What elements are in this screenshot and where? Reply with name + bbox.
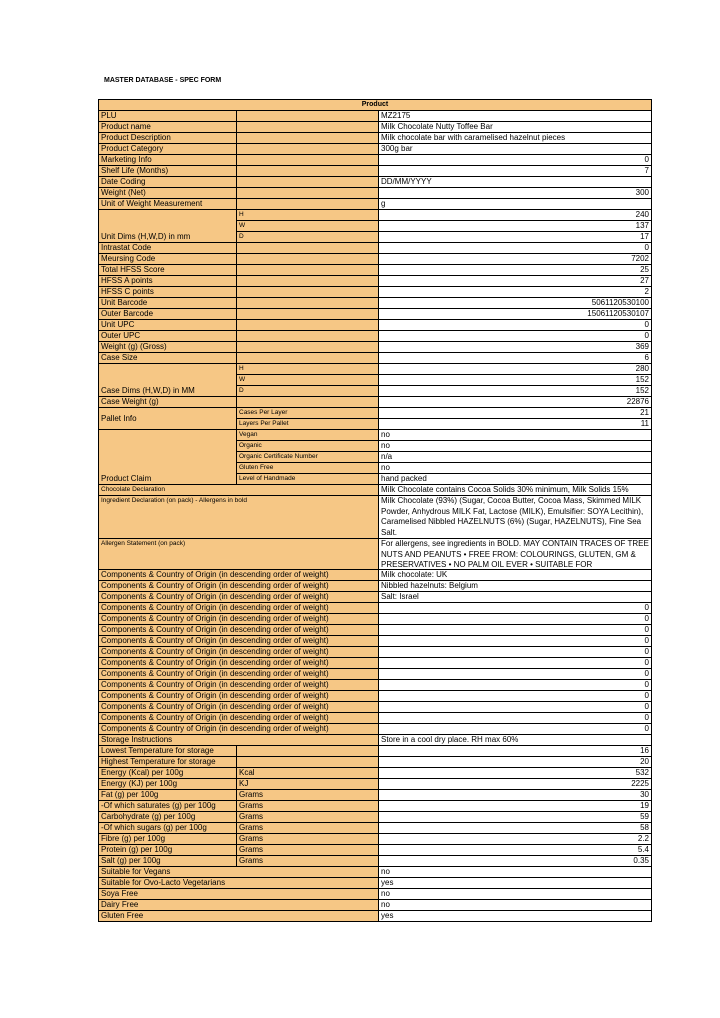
field-value: 27 <box>379 276 652 287</box>
table-row <box>99 243 652 254</box>
group-label: Unit Dims (H,W,D) in mm <box>99 210 237 243</box>
field-value: 11 <box>379 419 652 430</box>
field-sub-label <box>237 188 379 199</box>
field-label: Date Coding <box>99 177 237 188</box>
field-label: Components & Country of Origin (in descending order of weight) <box>99 581 379 592</box>
field-value: g <box>379 199 652 210</box>
field-label: Components & Country of Origin (in descending order of weight) <box>99 647 379 658</box>
field-value: 2 <box>379 287 652 298</box>
field-label: Carbohydrate (g) per 100g <box>99 812 237 823</box>
table-row <box>99 691 652 702</box>
field-value: 2.2 <box>379 834 652 845</box>
field-label: Product name <box>99 122 237 133</box>
field-value: 152 <box>379 386 652 397</box>
field-label: Gluten Free <box>99 911 379 922</box>
field-sub-label <box>237 144 379 155</box>
table-row <box>99 911 652 922</box>
table-row <box>99 133 652 144</box>
field-value: 0 <box>379 680 652 691</box>
table-row <box>99 658 652 669</box>
field-label: Components & Country of Origin (in descending order of weight) <box>99 636 379 647</box>
field-sub-label <box>237 155 379 166</box>
table-row <box>99 856 652 867</box>
field-label: Outer Barcode <box>99 309 237 320</box>
group-sub-label: H <box>237 364 379 375</box>
unit-label: Grams <box>237 812 379 823</box>
table-row <box>99 320 652 331</box>
unit-label: Grams <box>237 856 379 867</box>
field-value: 0 <box>379 331 652 342</box>
table-row <box>99 878 652 889</box>
field-value: 5.4 <box>379 845 652 856</box>
field-label: Weight (Net) <box>99 188 237 199</box>
field-label: Allergen Statement (on pack) <box>99 539 379 570</box>
table-row <box>99 834 652 845</box>
field-label: Components & Country of Origin (in descending order of weight) <box>99 680 379 691</box>
table-row <box>99 254 652 265</box>
field-value: 0 <box>379 724 652 735</box>
field-label: Fibre (g) per 100g <box>99 834 237 845</box>
field-label: Components & Country of Origin (in descending order of weight) <box>99 702 379 713</box>
field-label: Outer UPC <box>99 331 237 342</box>
field-label: Components & Country of Origin (in descending order of weight) <box>99 592 379 603</box>
field-value: 22876 <box>379 397 652 408</box>
table-row <box>99 298 652 309</box>
field-value: Store in a cool dry place. RH max 60% <box>379 735 652 746</box>
field-value: 0 <box>379 243 652 254</box>
table-row <box>99 680 652 691</box>
table-row <box>99 757 652 768</box>
table-row <box>99 188 652 199</box>
field-value: 30 <box>379 790 652 801</box>
field-value: 0 <box>379 713 652 724</box>
table-row <box>99 845 652 856</box>
unit-label: Grams <box>237 823 379 834</box>
table-row <box>99 614 652 625</box>
field-label: Ingredient Declaration (on pack) - Allergens in bold <box>99 496 379 539</box>
table-row <box>99 592 652 603</box>
spec-form-table <box>98 99 652 922</box>
group-sub-label: H <box>237 210 379 221</box>
table-row <box>99 122 652 133</box>
field-sub-label <box>237 342 379 353</box>
field-value: 6 <box>379 353 652 364</box>
field-value: 16 <box>379 746 652 757</box>
table-row <box>99 823 652 834</box>
field-label: PLU <box>99 111 237 122</box>
field-value: 0 <box>379 603 652 614</box>
field-label: -Of which saturates (g) per 100g <box>99 801 237 812</box>
field-sub-label <box>237 265 379 276</box>
field-value: 0 <box>379 614 652 625</box>
table-row <box>99 342 652 353</box>
field-sub-label <box>237 133 379 144</box>
field-value: Nibbled hazelnuts: Belgium <box>379 581 652 592</box>
field-sub-label <box>237 276 379 287</box>
field-label: Meursing Code <box>99 254 237 265</box>
field-sub-label <box>237 166 379 177</box>
table-row <box>99 889 652 900</box>
field-value: 5061120530100 <box>379 298 652 309</box>
table-row <box>99 353 652 364</box>
field-label: Marketing Info <box>99 155 237 166</box>
table-row <box>99 408 652 419</box>
group-label: Case Dims (H,W,D) in MM <box>99 364 237 397</box>
spec-form-body <box>99 100 652 922</box>
table-row <box>99 144 652 155</box>
field-value: 25 <box>379 265 652 276</box>
table-row <box>99 636 652 647</box>
field-value: Milk Chocolate Nutty Toffee Bar <box>379 122 652 133</box>
table-row <box>99 779 652 790</box>
table-row <box>99 210 652 221</box>
field-value: 300 <box>379 188 652 199</box>
field-label: Product Description <box>99 133 237 144</box>
unit-label: Grams <box>237 801 379 812</box>
field-value: yes <box>379 911 652 922</box>
field-value: 0 <box>379 320 652 331</box>
table-row <box>99 287 652 298</box>
field-label: Lowest Temperature for storage <box>99 746 237 757</box>
group-sub-label: Gluten Free <box>237 463 379 474</box>
field-value: 58 <box>379 823 652 834</box>
table-row <box>99 702 652 713</box>
field-label: Components & Country of Origin (in descending order of weight) <box>99 658 379 669</box>
field-value: 280 <box>379 364 652 375</box>
field-label: Protein (g) per 100g <box>99 845 237 856</box>
field-label: Suitable for Ovo-Lacto Vegetarians <box>99 878 379 889</box>
table-row <box>99 647 652 658</box>
field-value: Milk Chocolate contains Cocoa Solids 30% minimum, Milk Solids 15% <box>379 485 652 496</box>
table-row <box>99 155 652 166</box>
field-value: 7 <box>379 166 652 177</box>
table-row <box>99 570 652 581</box>
unit-label: Kcal <box>237 768 379 779</box>
group-label: Pallet Info <box>99 408 237 430</box>
field-value: 300g bar <box>379 144 652 155</box>
group-sub-label: Organic Certificate Number <box>237 452 379 463</box>
field-value: 152 <box>379 375 652 386</box>
field-value: 2225 <box>379 779 652 790</box>
group-sub-label: Level of Handmade <box>237 474 379 485</box>
field-value: no <box>379 889 652 900</box>
allergen-text: For allergens, see ingredients in BOLD. MAY CONTAIN TRACES OF TREE NUTS AND PEANUTS • FREE FROM: COLOURINGS, GLUTEN, GM & PRESERVATIVES • NO PALM OIL EVER • SUITABLE FOR <box>381 539 649 569</box>
table-row <box>99 496 652 539</box>
field-value: yes <box>379 878 652 889</box>
field-label: Components & Country of Origin (in descending order of weight) <box>99 570 379 581</box>
table-row <box>99 790 652 801</box>
field-label: Fat (g) per 100g <box>99 790 237 801</box>
field-value: 17 <box>379 232 652 243</box>
group-sub-label: Cases Per Layer <box>237 408 379 419</box>
field-value: 0 <box>379 625 652 636</box>
table-row <box>99 735 652 746</box>
field-label: HFSS C points <box>99 287 237 298</box>
table-row <box>99 746 652 757</box>
field-label: Soya Free <box>99 889 379 900</box>
field-value: 137 <box>379 221 652 232</box>
field-label: HFSS A points <box>99 276 237 287</box>
field-sub-label <box>237 309 379 320</box>
field-value: MZ2175 <box>379 111 652 122</box>
group-sub-label: D <box>237 386 379 397</box>
unit-label: Grams <box>237 845 379 856</box>
field-value: 240 <box>379 210 652 221</box>
field-label: Shelf Life (Months) <box>99 166 237 177</box>
group-sub-label: W <box>237 221 379 232</box>
field-label: Weight (g) (Gross) <box>99 342 237 353</box>
table-row <box>99 397 652 408</box>
field-value: no <box>379 463 652 474</box>
field-label: Case Size <box>99 353 237 364</box>
field-label: Salt (g) per 100g <box>99 856 237 867</box>
table-row <box>99 276 652 287</box>
field-value: Milk chocolate bar with caramelised hazelnut pieces <box>379 133 652 144</box>
section-header-row <box>99 100 652 111</box>
field-value: Salt: Israel <box>379 592 652 603</box>
field-sub-label <box>237 397 379 408</box>
field-value: no <box>379 867 652 878</box>
table-row <box>99 713 652 724</box>
section-header: Product <box>99 100 652 111</box>
group-sub-label: Layers Per Pallet <box>237 419 379 430</box>
field-value: 59 <box>379 812 652 823</box>
table-row <box>99 900 652 911</box>
field-sub-label <box>237 353 379 364</box>
field-value: 532 <box>379 768 652 779</box>
field-value: 0 <box>379 691 652 702</box>
field-value: no <box>379 900 652 911</box>
field-value: 369 <box>379 342 652 353</box>
unit-label: KJ <box>237 779 379 790</box>
group-label: Product Claim <box>99 430 237 485</box>
field-value: 0 <box>379 702 652 713</box>
field-label: Unit Barcode <box>99 298 237 309</box>
field-label: Energy (Kcal) per 100g <box>99 768 237 779</box>
table-row <box>99 331 652 342</box>
field-sub-label <box>237 746 379 757</box>
field-label: Storage Instructions <box>99 735 379 746</box>
field-label: Highest Temperature for storage <box>99 757 237 768</box>
table-row <box>99 669 652 680</box>
ingredient-text: Milk Chocolate (93%) (Sugar, Cocoa Butter, Cocoa Mass, Skimmed MILK Powder, Anhydrous MILK Fat, Lactose (MILK), Emulsifier: SOYA Lecithin), Caramelised Nibbled HAZELNUTS (6%) (Sugar, HAZELNUTS), Fine Sea Salt. <box>379 496 652 539</box>
group-sub-label: W <box>237 375 379 386</box>
field-sub-label <box>237 254 379 265</box>
field-label: Unit of Weight Measurement <box>99 199 237 210</box>
field-label: Total HFSS Score <box>99 265 237 276</box>
field-sub-label <box>237 298 379 309</box>
field-value: 20 <box>379 757 652 768</box>
group-sub-label: Vegan <box>237 430 379 441</box>
field-sub-label <box>237 757 379 768</box>
table-row <box>99 430 652 441</box>
table-row <box>99 364 652 375</box>
field-sub-label <box>237 177 379 188</box>
form-title: MASTER DATABASE - SPEC FORM <box>104 77 222 84</box>
field-sub-label <box>237 331 379 342</box>
field-value: 7202 <box>379 254 652 265</box>
field-value: n/a <box>379 452 652 463</box>
field-sub-label <box>237 199 379 210</box>
group-sub-label: D <box>237 232 379 243</box>
group-sub-label: Organic <box>237 441 379 452</box>
table-row <box>99 724 652 735</box>
table-row <box>99 265 652 276</box>
field-sub-label <box>237 320 379 331</box>
field-label: Energy (KJ) per 100g <box>99 779 237 790</box>
field-label: Components & Country of Origin (in descending order of weight) <box>99 724 379 735</box>
table-row <box>99 867 652 878</box>
field-value: 0 <box>379 636 652 647</box>
table-row <box>99 166 652 177</box>
field-label: Components & Country of Origin (in descending order of weight) <box>99 691 379 702</box>
field-label: Intrastat Code <box>99 243 237 254</box>
table-row <box>99 801 652 812</box>
field-value: hand packed <box>379 474 652 485</box>
table-row <box>99 309 652 320</box>
field-sub-label <box>237 243 379 254</box>
field-label: Product Category <box>99 144 237 155</box>
field-value: no <box>379 430 652 441</box>
table-row <box>99 199 652 210</box>
unit-label: Grams <box>237 790 379 801</box>
field-label: Components & Country of Origin (in descending order of weight) <box>99 669 379 680</box>
table-row <box>99 603 652 614</box>
field-value: 0 <box>379 669 652 680</box>
field-value: 0 <box>379 155 652 166</box>
field-label: Components & Country of Origin (in descending order of weight) <box>99 614 379 625</box>
field-value: 19 <box>379 801 652 812</box>
field-sub-label <box>237 111 379 122</box>
field-value: 0 <box>379 658 652 669</box>
field-value: 15061120530107 <box>379 309 652 320</box>
table-row <box>99 768 652 779</box>
field-label: Chocolate Declaration <box>99 485 379 496</box>
unit-label: Grams <box>237 834 379 845</box>
field-value: Milk chocolate: UK <box>379 570 652 581</box>
field-value: 0.35 <box>379 856 652 867</box>
table-row <box>99 485 652 496</box>
allergen-cell <box>379 539 652 570</box>
table-row <box>99 581 652 592</box>
field-label: -Of which sugars (g) per 100g <box>99 823 237 834</box>
field-label: Suitable for Vegans <box>99 867 379 878</box>
field-label: Dairy Free <box>99 900 379 911</box>
field-label: Unit UPC <box>99 320 237 331</box>
field-label: Components & Country of Origin (in descending order of weight) <box>99 603 379 614</box>
field-value: DD/MM/YYYY <box>379 177 652 188</box>
field-label: Components & Country of Origin (in descending order of weight) <box>99 713 379 724</box>
table-row <box>99 111 652 122</box>
table-row <box>99 812 652 823</box>
field-value: 21 <box>379 408 652 419</box>
field-value: 0 <box>379 647 652 658</box>
table-row <box>99 625 652 636</box>
field-sub-label <box>237 287 379 298</box>
field-label: Case Weight (g) <box>99 397 237 408</box>
field-sub-label <box>237 122 379 133</box>
field-label: Components & Country of Origin (in descending order of weight) <box>99 625 379 636</box>
field-value: no <box>379 441 652 452</box>
table-row <box>99 177 652 188</box>
table-row <box>99 539 652 570</box>
